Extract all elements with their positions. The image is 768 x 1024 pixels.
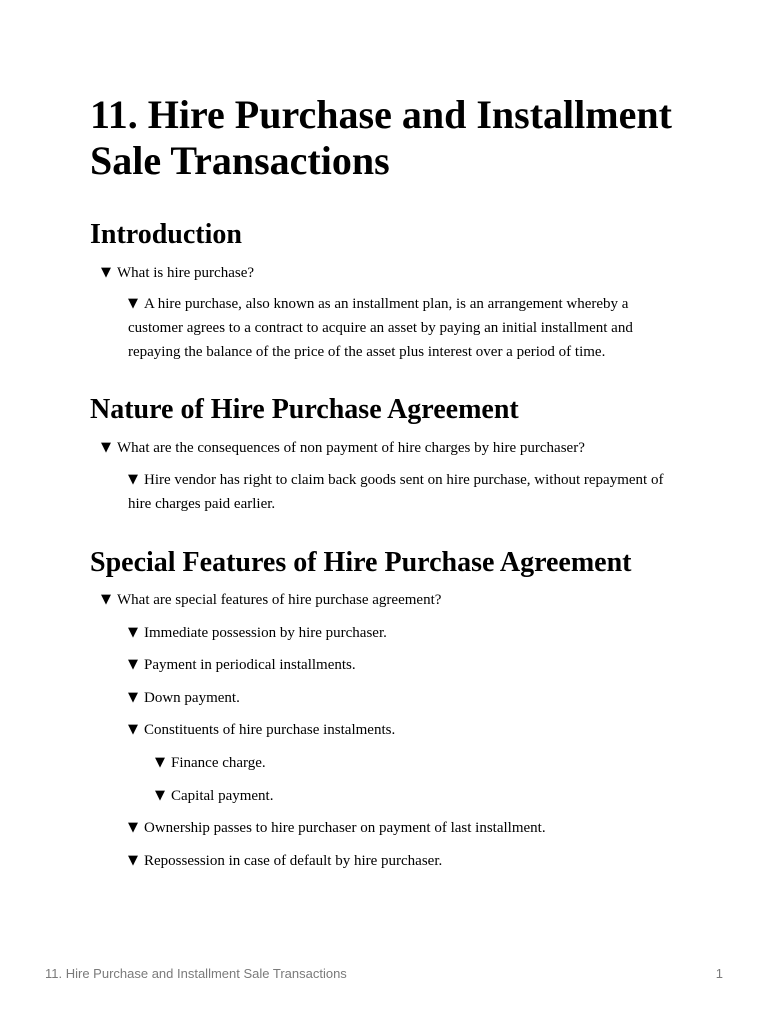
triangle-down-icon[interactable]: ▼: [128, 820, 138, 835]
triangle-down-icon[interactable]: ▼: [128, 690, 138, 705]
triangle-down-icon[interactable]: ▼: [101, 265, 111, 280]
footer-title: 11. Hire Purchase and Installment Sale Transactions: [45, 966, 347, 981]
triangle-down-icon[interactable]: ▼: [128, 853, 138, 868]
page-title: 11. Hire Purchase and Installment Sale Transactions: [90, 92, 672, 183]
answer-text: Repossession in case of default by hire purchaser.: [144, 853, 443, 869]
triangle-down-icon[interactable]: ▼: [128, 472, 138, 487]
answer-item[interactable]: [128, 292, 673, 364]
question-item[interactable]: [101, 261, 671, 285]
answer-text: Immediate possession by hire purchaser.: [144, 625, 387, 641]
triangle-down-icon[interactable]: ▼: [155, 755, 165, 770]
question-item[interactable]: [101, 588, 671, 612]
answer-item[interactable]: [128, 653, 673, 677]
answer-item[interactable]: [128, 621, 673, 645]
answer-text: Down payment.: [144, 690, 240, 706]
triangle-down-icon[interactable]: ▼: [101, 440, 111, 455]
triangle-down-icon[interactable]: ▼: [128, 657, 138, 672]
answer-text: A hire purchase, also known as an installment plan, is an arrangement whereby a customer agrees to a contract to acquire an asset by paying an initial installment and repaying the balance of the price of the asset plus interest over a period of time.: [128, 296, 633, 360]
sub-answer-text: Finance charge.: [171, 755, 266, 771]
answer-text: Ownership passes to hire purchaser on payment of last installment.: [144, 820, 546, 836]
answer-item[interactable]: [128, 816, 673, 840]
triangle-down-icon[interactable]: ▼: [128, 296, 138, 311]
answer-text: Constituents of hire purchase instalments.: [144, 722, 396, 738]
answer-text: Hire vendor has right to claim back goods sent on hire purchase, without repayment of hire charges paid earlier.: [128, 472, 664, 512]
answer-item[interactable]: [128, 686, 673, 710]
sub-answer-item[interactable]: [155, 751, 675, 775]
answer-item[interactable]: [128, 468, 673, 516]
sub-answer-item[interactable]: [155, 784, 675, 808]
triangle-down-icon[interactable]: ▼: [101, 592, 111, 607]
answer-item[interactable]: [128, 718, 673, 742]
page-number: 1: [715, 966, 723, 981]
answer-item[interactable]: [128, 849, 673, 873]
section-heading-nature: Nature of Hire Purchase Agreement: [90, 394, 519, 425]
sub-answer-text: Capital payment.: [171, 788, 274, 804]
question-item[interactable]: [101, 436, 671, 460]
triangle-down-icon[interactable]: ▼: [155, 788, 165, 803]
triangle-down-icon[interactable]: ▼: [128, 625, 138, 640]
answer-text: Payment in periodical installments.: [144, 657, 356, 673]
section-heading-introduction: Introduction: [90, 219, 242, 250]
section-heading-special-features: Special Features of Hire Purchase Agreement: [90, 547, 632, 578]
question-text: What is hire purchase?: [117, 265, 255, 281]
question-text: What are special features of hire purchase agreement?: [117, 592, 442, 608]
question-text: What are the consequences of non payment of hire charges by hire purchaser?: [117, 440, 585, 456]
triangle-down-icon[interactable]: ▼: [128, 722, 138, 737]
